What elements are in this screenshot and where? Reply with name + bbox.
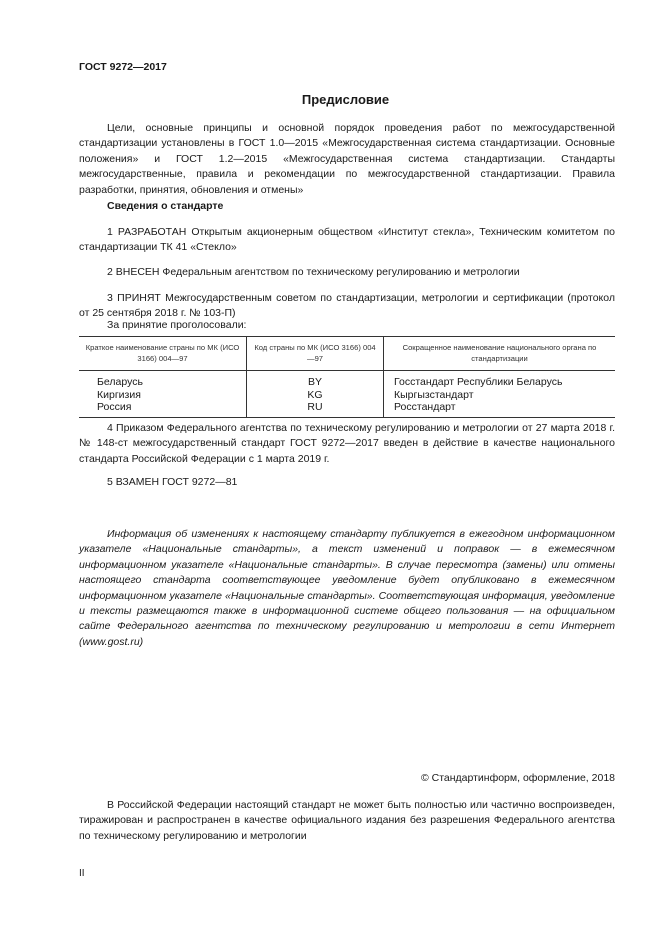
country-code: BY	[247, 371, 384, 389]
country-name: Беларусь	[97, 376, 143, 388]
item-2-text: 2 ВНЕСЕН Федеральным агентством по техническому регулированию и метрологии	[107, 266, 520, 278]
changes-notice	[79, 527, 615, 650]
table-row	[79, 401, 615, 417]
item-4-order	[79, 421, 615, 467]
document-code: ГОСТ 9272—2017	[79, 61, 167, 73]
country-name: Россия	[79, 401, 247, 417]
item-4-text: 4 Приказом Федерального агентства по техническому регулированию и метрологии от 27 марта 2018 г. № 148-ст межгосударственный стандарт ГОСТ 9272—2017 введен в действие в качестве национального стандарта Российской Федерации с 1 марта 2019 г.	[79, 422, 615, 465]
table-header-row	[79, 337, 615, 371]
page-number: II	[79, 868, 85, 879]
country-code: RU	[247, 401, 384, 417]
intro-paragraph	[79, 121, 615, 198]
item-2-submitted	[79, 265, 615, 280]
intro-text: Цели, основные принципы и основной порядок проведения работ по межгосударственной стандартизации установлены в ГОСТ 1.0—2015 «Межгосударственная система стандартизации. Основные положения» и ГОСТ 1.2—2015 «Межгосударственная система стандартизации. Стандарты межгосударственные, правила и рекомендации по межгосударственной стандартизации. Правила разработки, принятия, обновления и отмены»	[79, 122, 615, 196]
voted-label: За принятие проголосовали:	[107, 319, 247, 331]
country-code: KG	[247, 389, 384, 402]
country-name: Киргизия	[97, 388, 141, 401]
standards-body: Госстандарт Республики Беларусь	[384, 371, 616, 389]
item-1-developed	[79, 225, 615, 256]
table-row	[79, 371, 615, 389]
item-3-adopted	[79, 291, 615, 322]
table-header-country: Краткое наименование страны по МК (ИСО 3166) 004—97	[79, 337, 247, 371]
changes-notice-text: Информация об изменениях к настоящему стандарту публикуется в ежегодном информационном указателе «Национальные стандарты», а текст изменений и поправок — в ежемесячном информационном указателе «Национальные стандарты». В случае пересмотра (замены) или отмены настоящего стандарта соответствующее уведомление будет опубликовано в ежемесячном информационном указателе «Национальные стандарты». Соответствующая информация, уведомление и тексты размещаются также в информационной системе общего пользования — на официальном сайте Федерального агентства по техническому регулированию и метрологии в сети Интернет (www.gost.ru)	[79, 528, 615, 648]
standard-info-heading: Сведения о стандарте	[107, 200, 224, 212]
voting-countries-table	[79, 336, 615, 418]
table-row	[79, 389, 615, 402]
table-header-body: Сокращенное наименование национального органа по стандартизации	[384, 337, 616, 371]
reproduction-notice	[79, 798, 615, 844]
standards-body: Кыргызстандарт	[384, 389, 616, 402]
standards-body: Росстандарт	[384, 401, 616, 417]
table-header-code: Код страны по МК (ИСО 3166) 004—97	[247, 337, 384, 371]
page-title: Предисловие	[301, 92, 390, 107]
item-3-text: 3 ПРИНЯТ Межгосударственным советом по стандартизации, метрологии и сертификации (протокол от 25 сентября 2018 г. № 103-П)	[79, 292, 615, 320]
copyright-line: © Стандартинформ, оформление, 2018	[420, 772, 615, 784]
item-1-text: 1 РАЗРАБОТАН Открытым акционерным обществом «Институт стекла», Техническим комитетом по стандартизации ТК 41 «Стекло»	[79, 226, 615, 254]
reproduction-notice-text: В Российской Федерации настоящий стандарт не может быть полностью или частично воспроизведен, тиражирован и распространен в качестве официального издания без разрешения Федерального агентства по техническому регулированию и метрологии	[79, 799, 615, 842]
item-5-replaces: 5 ВЗАМЕН ГОСТ 9272—81	[107, 476, 238, 488]
